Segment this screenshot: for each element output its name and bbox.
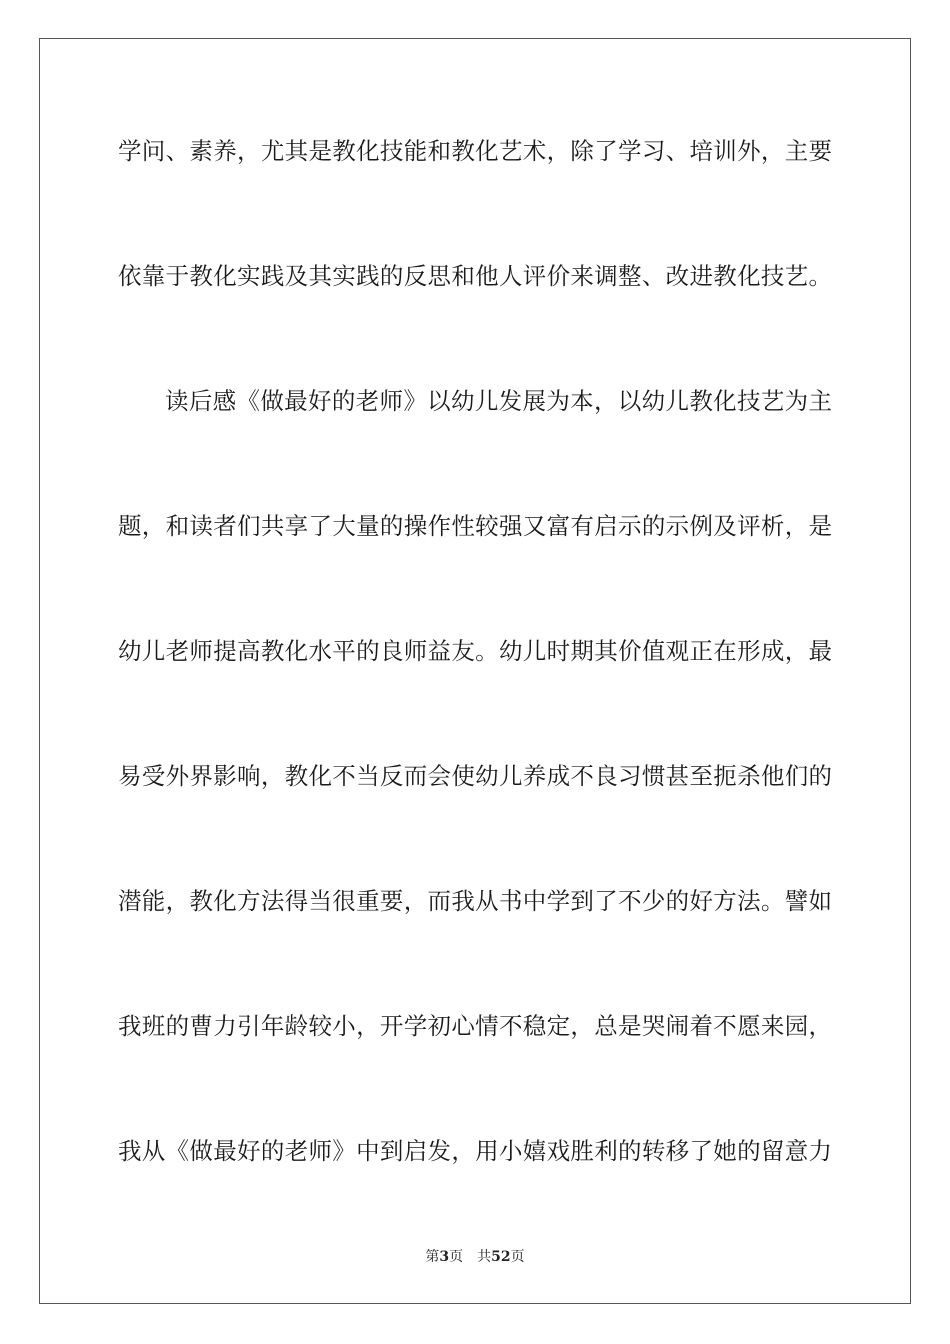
total-prefix: 共: [477, 1249, 492, 1265]
total-pages: 52: [491, 1249, 511, 1265]
page-number: 3: [439, 1249, 450, 1265]
body-line-8: 我班的曹力引年龄较小，开学初心情不稳定，总是哭闹着不愿来园，: [118, 1012, 832, 1040]
body-line-7: 潜能，教化方法得当很重要，而我从书中学到了不少的好方法。譬如: [118, 887, 832, 915]
body-line-2: 依靠于教化实践及其实践的反思和他人评价来调整、改进教化技艺。: [118, 262, 832, 290]
body-line-5: 幼儿老师提高教化水平的良师益友。幼儿时期其价值观正在形成，最: [118, 637, 832, 665]
body-line-9: 我从《做最好的老师》中到启发，用小嬉戏胜利的转移了她的留意力: [118, 1137, 832, 1165]
page-prefix: 第: [425, 1249, 440, 1265]
page-border: [39, 38, 911, 1304]
body-line-3: 读后感《做最好的老师》以幼儿发展为本，以幼儿教化技艺为主: [165, 387, 832, 415]
total-suffix: 页: [510, 1249, 525, 1265]
page-footer: [0, 1248, 950, 1266]
body-line-1: 学问、素养，尤其是教化技能和教化艺术，除了学习、培训外，主要: [118, 137, 832, 165]
body-line-4: 题，和读者们共享了大量的操作性较强又富有启示的示例及评析，是: [118, 512, 832, 540]
body-line-6: 易受外界影响，教化不当反而会使幼儿养成不良习惯甚至扼杀他们的: [118, 762, 832, 790]
page-suffix: 页: [449, 1249, 464, 1265]
